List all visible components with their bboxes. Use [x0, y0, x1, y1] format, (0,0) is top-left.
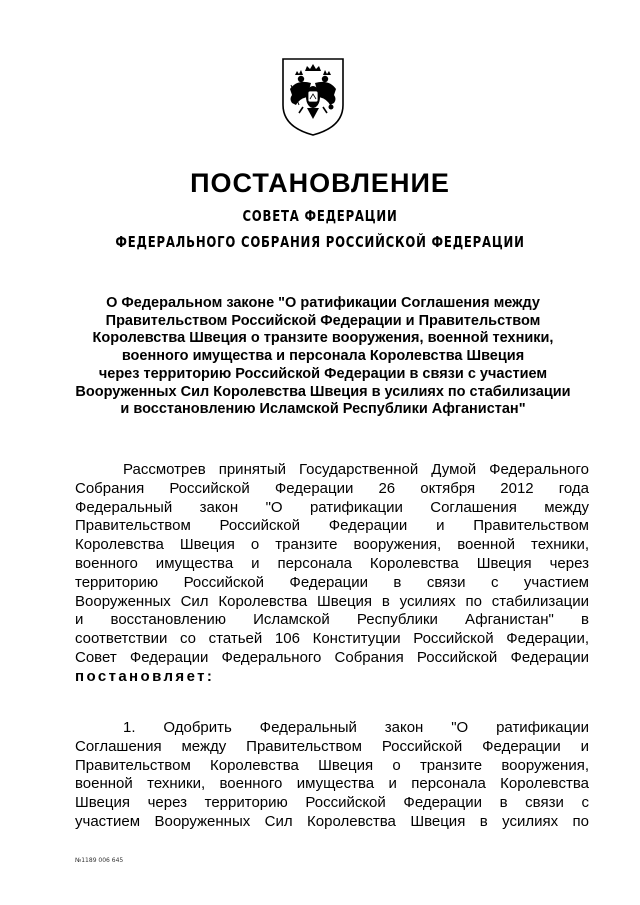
- document-title: ПОСТАНОВЛЕНИЕ: [190, 168, 450, 198]
- paragraph-line: Собрания Российской Федерации 26 октября 2012 года: [75, 479, 589, 497]
- paragraph-line: участием Вооруженных Сил Королевства Швеция в усилиях по: [75, 812, 589, 830]
- paragraph-line: соответствии со статьей 106 Конституции Российской Федерации,: [75, 630, 589, 648]
- footer-code: №1189 006 645: [75, 857, 124, 864]
- paragraph-line: и восстановлению Исламской Республики Афганистан" в: [75, 611, 589, 629]
- document-subtitle-council: СОВЕТА ФЕДЕРАЦИИ: [242, 207, 398, 225]
- paragraph-line: Правительством Королевства Швеция о транзите вооружения,: [75, 756, 589, 774]
- subject-line: через территорию Российской Федерации в связи с участием: [98, 365, 548, 382]
- paragraph-line: Рассмотрев принятый Государственной Думой Федерального: [123, 461, 589, 478]
- subject-line: Королевства Швеция о транзите вооружения, военной техники,: [92, 330, 554, 347]
- paragraph-preamble: [75, 461, 589, 687]
- paragraph-line: Совет Федерации Федерального Собрания Российской Федерации: [75, 648, 589, 666]
- paragraph-line: Швеция через территорию Российской Федерации в связи с: [75, 794, 589, 812]
- paragraph-item-1: [75, 719, 589, 832]
- paragraph-line: 1. Одобрить Федеральный закон "О ратификации: [123, 719, 589, 736]
- subject-line: Правительством Российской Федерации и Правительством: [105, 312, 541, 329]
- paragraph-line: военного имущества и персонала Королевства Швеция через: [75, 554, 589, 572]
- paragraph-line: Королевства Швеция о транзите вооружения, военной техники,: [75, 536, 589, 554]
- paragraph-line: Соглашения между Правительством Российской Федерации и: [75, 737, 589, 755]
- subject-line: и восстановлению Исламской Республики Афганистан": [120, 401, 526, 418]
- paragraph-line: Вооруженных Сил Королевства Швеция в усилиях по стабилизации: [75, 592, 589, 610]
- paragraph-line: Правительством Российской Федерации и Правительством: [75, 517, 589, 535]
- resolves-keyword: постановляет:: [75, 667, 215, 685]
- paragraph-line: Федеральный закон "О ратификации Соглашения между: [75, 498, 589, 516]
- subject-line: О Федеральном законе "О ратификации Соглашения между: [106, 295, 540, 311]
- subject-line: Вооруженных Сил Королевства Швеция в усилиях по стабилизации: [75, 383, 571, 400]
- coat-of-arms-emblem: [277, 55, 349, 137]
- subject-line: военного имущества и персонала Королевства Швеция: [121, 348, 525, 365]
- paragraph-line: военной техники, военного имущества и персонала Королевства: [75, 775, 589, 793]
- document-subject: [40, 295, 606, 419]
- paragraph-line: территорию Российской Федерации в связи с участием: [75, 573, 589, 591]
- document-subtitle-assembly: ФЕДЕРАЛЬНОГО СОБРАНИЯ РОССИЙСКОЙ ФЕДЕРАЦИИ: [115, 233, 525, 251]
